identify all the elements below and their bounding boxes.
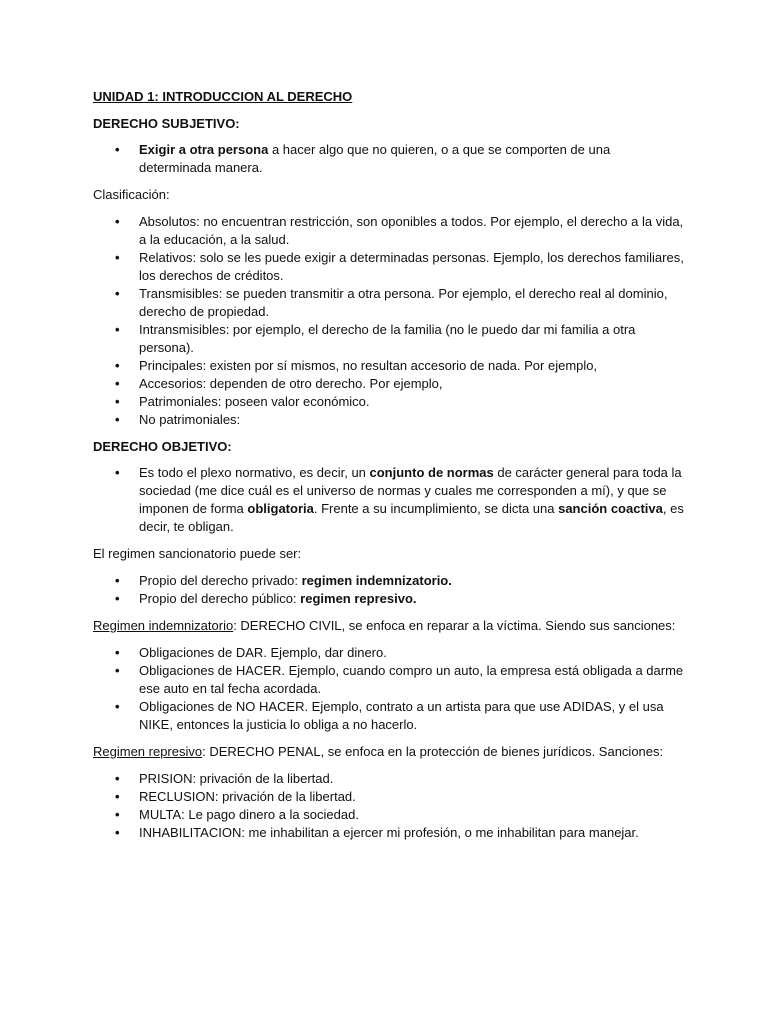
list-item: • Obligaciones de DAR. Ejemplo, dar dinero. (93, 644, 685, 662)
document-title: UNIDAD 1: INTRODUCCION AL DERECHO (93, 89, 353, 104)
item-text: a hacer algo que no quieren, o a que se comporten de una determinada manera. (139, 142, 611, 175)
clasificacion-list (93, 213, 685, 429)
represivo-list (93, 770, 685, 842)
item-text: , es decir, te obligan. (139, 501, 684, 534)
objetivo-list (93, 464, 685, 536)
subjetivo-heading: DERECHO SUBJETIVO: (93, 116, 240, 131)
list-item (93, 464, 685, 536)
list-item: • No patrimoniales: (93, 411, 685, 429)
regimen-list (93, 572, 685, 608)
list-item (93, 590, 685, 608)
underlined-label: Regimen indemnizatorio (93, 618, 234, 633)
item-text: Propio del derecho público: (139, 591, 301, 606)
list-item: • Relativos: solo se les puede exigir a determinadas personas. Ejemplo, los derechos familiares, los derechos de créditos. (93, 249, 685, 285)
item-text: Propio del derecho privado: (139, 573, 302, 588)
list-item: • Obligaciones de HACER. Ejemplo, cuando compro un auto, la empresa está obligada a darme ese auto en tal fecha acordada. (93, 662, 685, 698)
clasificacion-label: Clasificación: (93, 187, 170, 202)
indemnizatorio-intro (93, 617, 685, 635)
list-item (93, 141, 685, 177)
list-item: • Principales: existen por sí mismos, no resultan accesorio de nada. Por ejemplo, (93, 357, 685, 375)
bold-text: regimen indemnizatorio. (301, 573, 452, 588)
list-item: • Transmisibles: se pueden transmitir a otra persona. Por ejemplo, el derecho real al dominio, derecho de propiedad. (93, 285, 685, 321)
list-item: • INHABILITACION: me inhabilitan a ejercer mi profesión, o me inhabilitan para manejar. (93, 824, 685, 842)
list-item: • RECLUSION: privación de la libertad. (93, 788, 685, 806)
intro-text: : DERECHO CIVIL, se enfoca en reparar a la víctima. Siendo sus sanciones: (233, 618, 676, 633)
item-text: . Frente a su incumplimiento, se dicta una (313, 501, 559, 516)
underlined-label: Regimen represivo (93, 744, 203, 759)
list-item: • MULTA: Le pago dinero a la sociedad. (93, 806, 685, 824)
bold-text: regimen represivo. (300, 591, 417, 606)
list-item: • Patrimoniales: poseen valor económico. (93, 393, 685, 411)
list-item: • Accesorios: dependen de otro derecho. Por ejemplo, (93, 375, 685, 393)
objetivo-heading: DERECHO OBJETIVO: (93, 439, 232, 454)
subjetivo-list (93, 141, 685, 177)
list-item (93, 572, 685, 590)
item-text: de carácter general para toda la sociedad (me dice cuál es el universo de normas y cuales me corresponden a mí), y que se imponen de forma (139, 465, 682, 516)
represivo-intro (93, 743, 685, 761)
bold-text: conjunto de normas (369, 465, 494, 480)
intro-text: : DERECHO PENAL, se enfoca en la protección de bienes jurídicos. Sanciones: (202, 744, 664, 759)
list-item: • Obligaciones de NO HACER. Ejemplo, contrato a un artista para que use ADIDAS, y el usa NIKE, entonces la justicia lo obliga a no hacerlo. (93, 698, 685, 734)
bold-text: sanción coactiva (558, 501, 663, 516)
bold-text: obligatoria (247, 501, 314, 516)
bold-text: Exigir a otra persona (139, 142, 269, 157)
indemnizatorio-list (93, 644, 685, 734)
list-item: • Absolutos: no encuentran restricción, son oponibles a todos. Por ejemplo, el derecho a la vida, a la educación, a la salud. (93, 213, 685, 249)
list-item: • Intransmisibles: por ejemplo, el derecho de la familia (no le puedo dar mi familia a otra persona). (93, 321, 685, 357)
list-item: • PRISION: privación de la libertad. (93, 770, 685, 788)
document-content (93, 88, 685, 851)
regimen-intro: El regimen sancionatorio puede ser: (93, 546, 302, 561)
item-text: Es todo el plexo normativo, es decir, un (139, 465, 370, 480)
